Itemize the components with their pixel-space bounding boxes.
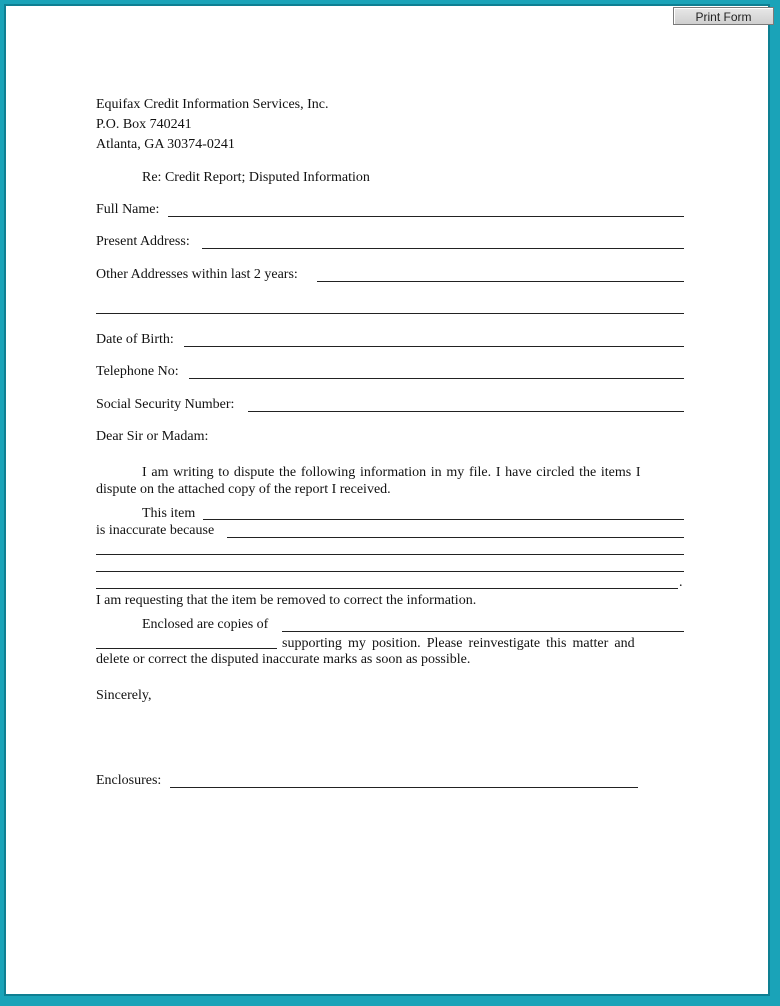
- enclosed-copies-field-line2[interactable]: [96, 648, 277, 649]
- supporting-line: supporting my position. Please reinvestigate this matter and: [282, 636, 635, 651]
- inaccurate-because-field[interactable]: [227, 537, 684, 538]
- other-addresses-field[interactable]: [317, 281, 684, 282]
- print-form-button[interactable]: Print Form: [673, 7, 774, 25]
- full-name-field[interactable]: [168, 216, 684, 217]
- this-item-label: This item: [142, 506, 196, 521]
- date-of-birth-field[interactable]: [184, 346, 684, 347]
- salutation: Dear Sir or Madam:: [96, 429, 209, 444]
- period: .: [679, 575, 683, 590]
- present-address-field[interactable]: [202, 248, 684, 249]
- inaccurate-because-line2[interactable]: [96, 554, 684, 555]
- inaccurate-because-label: is inaccurate because: [96, 523, 215, 538]
- telephone-label: Telephone No:: [96, 364, 179, 379]
- inaccurate-because-line4[interactable]: [96, 588, 678, 589]
- present-address-label: Present Address:: [96, 234, 190, 249]
- other-addresses-field-line2[interactable]: [96, 313, 684, 314]
- enclosed-copies-label: Enclosed are copies of: [142, 617, 269, 632]
- paragraph1-line1: I am writing to dispute the following information in my file. I have circled the items I: [142, 465, 641, 480]
- other-addresses-label: Other Addresses within last 2 years:: [96, 267, 298, 282]
- request-line: I am requesting that the item be removed to correct the information.: [96, 593, 477, 608]
- re-line: Re: Credit Report; Disputed Information: [142, 170, 370, 185]
- telephone-field[interactable]: [189, 378, 684, 379]
- inaccurate-because-line3[interactable]: [96, 571, 684, 572]
- ssn-label: Social Security Number:: [96, 397, 235, 412]
- recipient-po-box: P.O. Box 740241: [96, 117, 192, 132]
- enclosures-field[interactable]: [170, 787, 638, 788]
- paragraph1-line2: dispute on the attached copy of the report I received.: [96, 482, 391, 497]
- full-name-label: Full Name:: [96, 202, 160, 217]
- delete-line: delete or correct the disputed inaccurate marks as soon as possible.: [96, 652, 471, 667]
- this-item-field[interactable]: [203, 519, 684, 520]
- ssn-field[interactable]: [248, 411, 684, 412]
- recipient-city: Atlanta, GA 30374-0241: [96, 137, 235, 152]
- enclosures-label: Enclosures:: [96, 773, 162, 788]
- enclosed-copies-field[interactable]: [282, 631, 684, 632]
- recipient-name: Equifax Credit Information Services, Inc.: [96, 97, 329, 112]
- closing: Sincerely,: [96, 688, 152, 703]
- date-of-birth-label: Date of Birth:: [96, 332, 174, 347]
